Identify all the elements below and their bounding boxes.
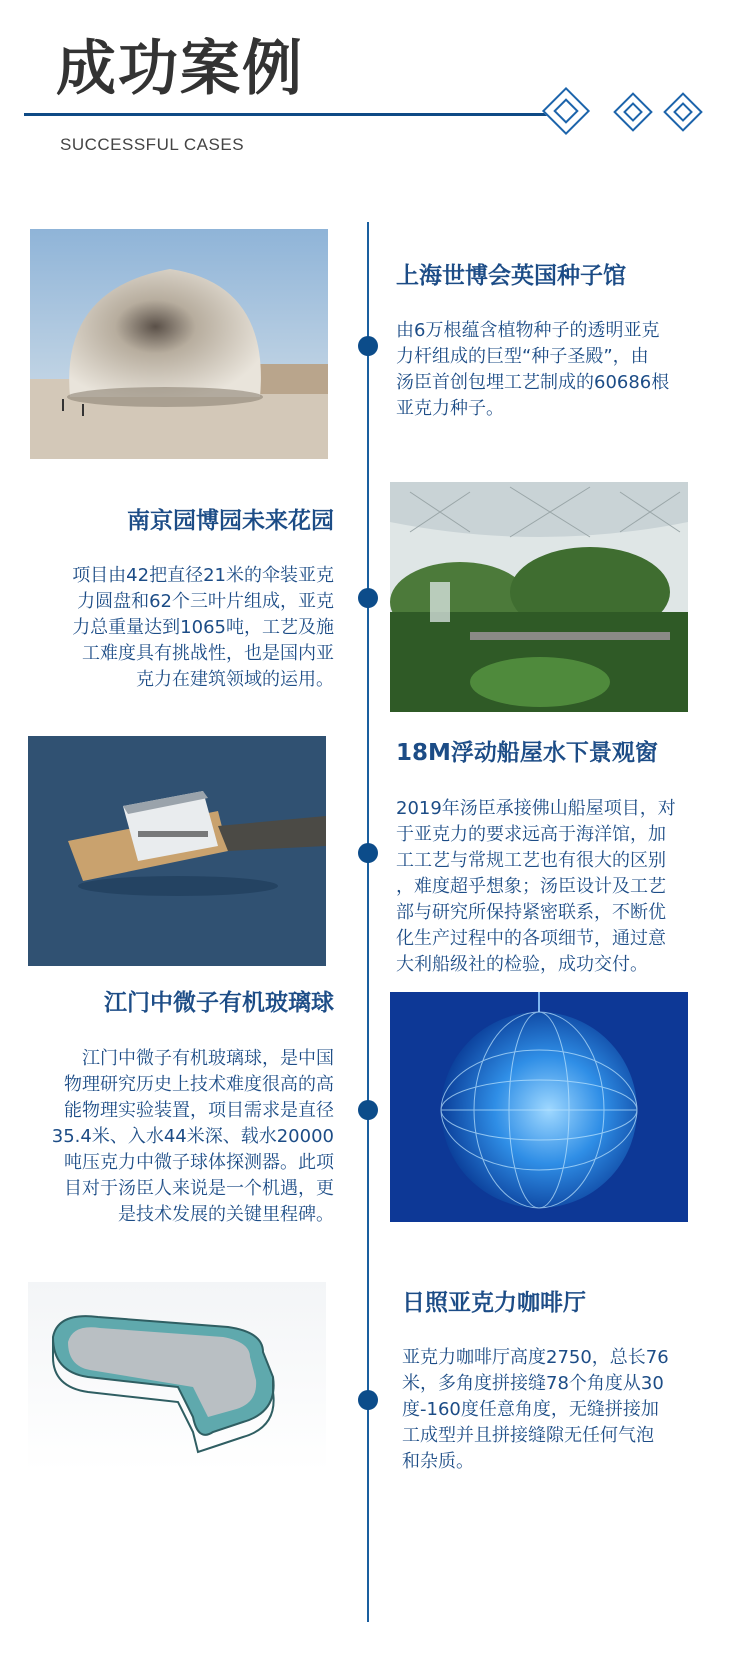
case-title: 18M浮动船屋水下景观窗 xyxy=(396,740,658,766)
timeline-dot xyxy=(358,1390,378,1410)
timeline-dot xyxy=(358,336,378,356)
case-description: 项目由42把直径21米的伞装亚克 力圆盘和62个三叶片组成，亚克 力总重量达到1065吨，工艺及施 工难度具有挑战性，也是国内亚 克力在建筑领域的运用。 xyxy=(72,565,334,690)
case-image-future-garden xyxy=(390,482,688,712)
case-image-houseboat xyxy=(28,736,326,966)
acrylic-sphere-icon xyxy=(390,992,688,1222)
case-description: 亚克力咖啡厅高度2750，总长76 米，多角度拼接缝78个角度从30 度-160度任意角度，无缝拼接加 工成型并且拼接缝隙无任何气泡 和杂质。 xyxy=(402,1347,669,1472)
case-image-cafe-model xyxy=(28,1282,326,1472)
case-description: 由6万根蕴含植物种子的透明亚克 力杆组成的巨型“种子圣殿”，由 汤臣首创包埋工艺制成的60686根 亚克力种子。 xyxy=(396,320,670,419)
seed-pavilion-icon xyxy=(30,229,328,459)
timeline-line xyxy=(367,222,369,1622)
timeline-dot xyxy=(358,1100,378,1120)
case-image-acrylic-sphere xyxy=(390,992,688,1222)
page-subtitle: SUCCESSFUL CASES xyxy=(60,135,245,154)
timeline-dot xyxy=(358,588,378,608)
page-title: 成功案例 xyxy=(56,34,304,104)
future-garden-icon xyxy=(390,482,688,712)
timeline-dot xyxy=(358,843,378,863)
case-title: 江门中微子有机玻璃球 xyxy=(104,990,334,1016)
diamond-ornament-icon xyxy=(613,92,653,132)
case-title: 上海世博会英国种子馆 xyxy=(396,263,626,289)
diamond-ornament-icon xyxy=(663,92,703,132)
houseboat-icon xyxy=(28,736,326,966)
case-image-seed-pavilion xyxy=(30,229,328,459)
case-description: 2019年汤臣承接佛山船屋项目，对 于亚克力的要求远高于海洋馆，加 工工艺与常规工艺也有很大的区别 ，难度超乎想象；汤臣设计及工艺 部与研究所保持紧密联系，不断优 化生产过程中的各项细节，通过意 大利船级社的检验，成功交付。 xyxy=(396,798,676,975)
title-underline xyxy=(24,113,579,116)
cafe-model-icon xyxy=(28,1282,326,1472)
case-title: 南京园博园未来花园 xyxy=(127,508,334,534)
diamond-ornament-icon xyxy=(542,87,590,135)
case-title: 日照亚克力咖啡厅 xyxy=(402,1290,586,1316)
case-description: 江门中微子有机玻璃球，是中国 物理研究历史上技术难度很高的高 能物理实验装置，项目需求是直径 35.4米、入水44米深、载水20000 吨压克力中微子球体探测器。此项 目对于汤臣人来说是一个机遇，更 是技术发展的关键里程碑。 xyxy=(51,1048,334,1225)
